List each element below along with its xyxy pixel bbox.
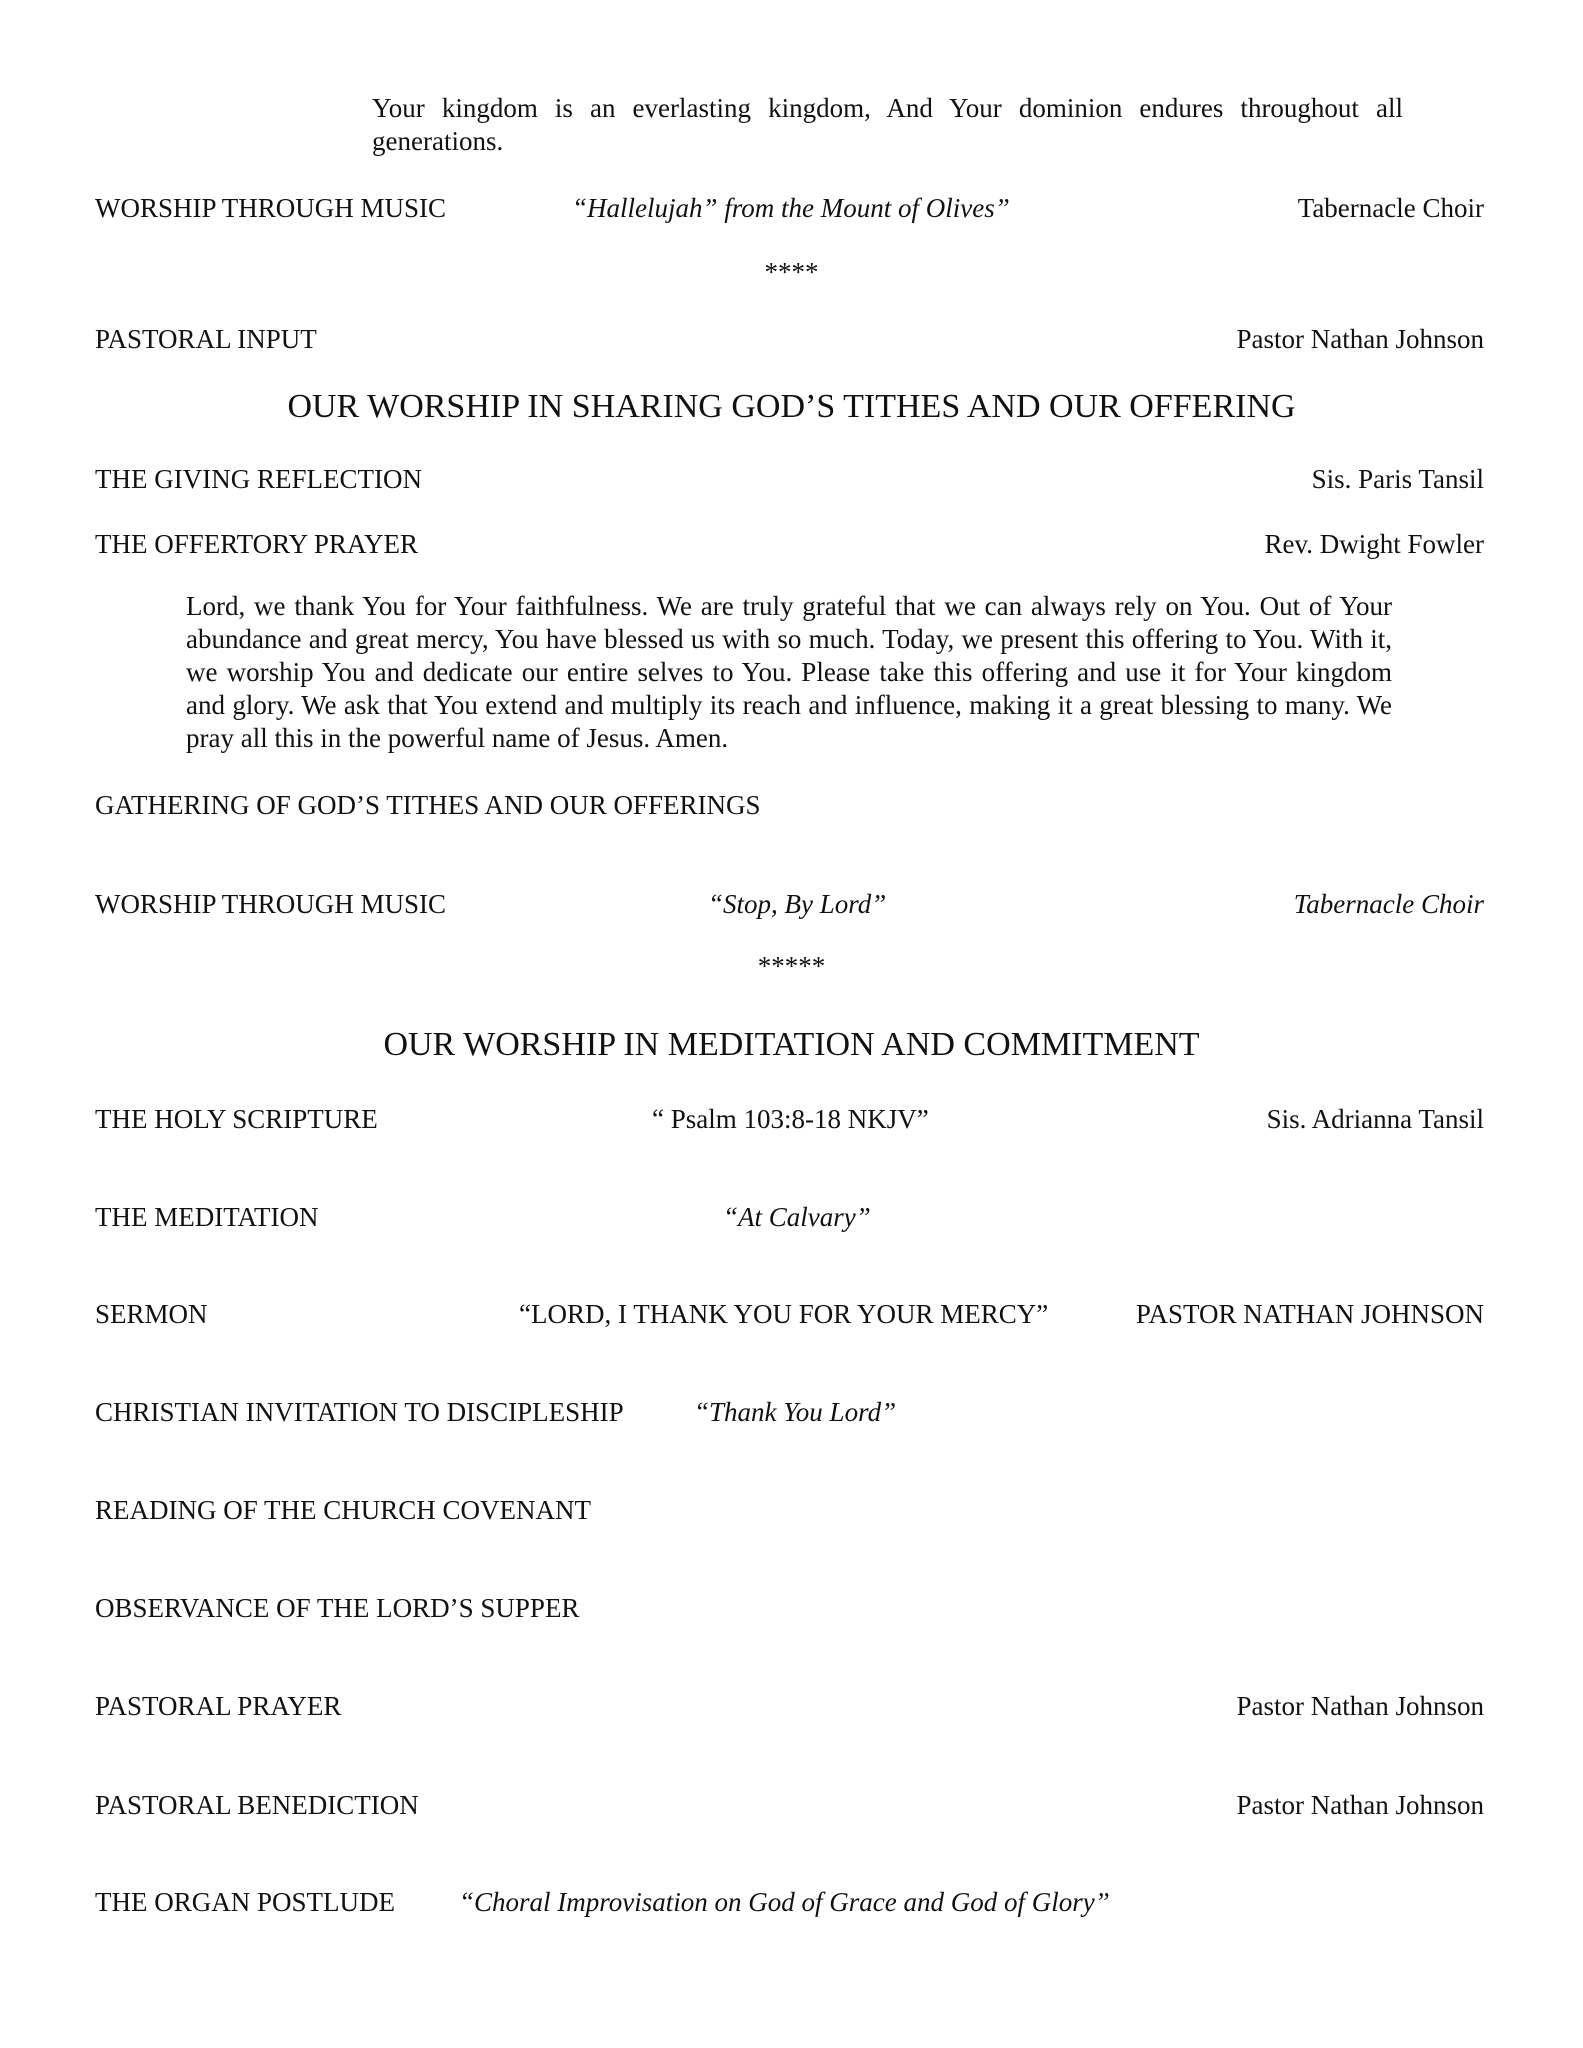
separator-2: ***** (757, 951, 826, 981)
holy-scripture-person: Sis. Adrianna Tansil (1266, 1104, 1484, 1134)
scripture-verse: Your kingdom is an everlasting kingdom, And Your dominion endures throughout all generations. (372, 93, 1403, 156)
pastoral-input-label: PASTORAL INPUT (95, 324, 317, 354)
music-1-title: “Hallelujah” from the Mount of Olives” (572, 193, 1010, 223)
giving-reflection-person: Sis. Paris Tansil (1311, 464, 1484, 494)
meditation-label: THE MEDITATION (95, 1202, 319, 1232)
sermon-label: SERMON (95, 1299, 208, 1329)
meditation-title: “At Calvary” (723, 1202, 871, 1232)
postlude-title: “Choral Improvisation on God of Grace and God of Glory” (459, 1887, 1110, 1917)
benediction-person: Pastor Nathan Johnson (1236, 1790, 1484, 1820)
offertory-prayer-person: Rev. Dwight Fowler (1264, 529, 1484, 559)
benediction-label: PASTORAL BENEDICTION (95, 1790, 419, 1820)
holy-scripture-reference: “ Psalm 103:8-18 NKJV” (652, 1104, 929, 1134)
postlude-label: THE ORGAN POSTLUDE (95, 1887, 395, 1917)
separator-1: **** (764, 257, 819, 287)
music-2-performer: Tabernacle Choir (1293, 889, 1484, 919)
pastoral-prayer-label: PASTORAL PRAYER (95, 1691, 342, 1721)
covenant-label: READING OF THE CHURCH COVENANT (95, 1495, 592, 1525)
giving-reflection-label: THE GIVING REFLECTION (95, 464, 422, 494)
invitation-label: CHRISTIAN INVITATION TO DISCIPLESHIP (95, 1397, 624, 1427)
invitation-title: “Thank You Lord” (694, 1397, 897, 1427)
pastoral-prayer-person: Pastor Nathan Johnson (1236, 1691, 1484, 1721)
holy-scripture-label: THE HOLY SCRIPTURE (95, 1104, 378, 1134)
pastoral-input-person: Pastor Nathan Johnson (1236, 324, 1484, 354)
music-2-title: “Stop, By Lord” (708, 889, 887, 919)
section-heading-meditation: OUR WORSHIP IN MEDITATION AND COMMITMENT (383, 1026, 1200, 1063)
offertory-prayer-label: THE OFFERTORY PRAYER (95, 529, 418, 559)
gathering-label: GATHERING OF GOD’S TITHES AND OUR OFFERINGS (95, 790, 761, 820)
music-1-label: WORSHIP THROUGH MUSIC (95, 193, 447, 223)
offertory-prayer-text: Lord, we thank You for Your faithfulness. We are truly grateful that we can always rely on You. Out of Your abundance and great mercy, You have blessed us with so much. Today, we present this offering to You. With it, we worship You and dedicate our entire selves to You. Please take this offering and use it for Your kingdom and glory. We ask that You extend and multiply its reach and influence, making it a great blessing to many. We pray all this in the powerful name of Jesus. Amen. (186, 591, 1392, 753)
section-heading-tithes: OUR WORSHIP IN SHARING GOD’S TITHES AND OUR OFFERING (287, 388, 1296, 425)
music-2-label: WORSHIP THROUGH MUSIC (95, 889, 447, 919)
lords-supper-label: OBSERVANCE OF THE LORD’S SUPPER (95, 1593, 580, 1623)
sermon-person: PASTOR NATHAN JOHNSON (1135, 1299, 1484, 1329)
sermon-title: “LORD, I THANK YOU FOR YOUR MERCY” (519, 1299, 1049, 1329)
music-1-performer: Tabernacle Choir (1297, 193, 1484, 223)
